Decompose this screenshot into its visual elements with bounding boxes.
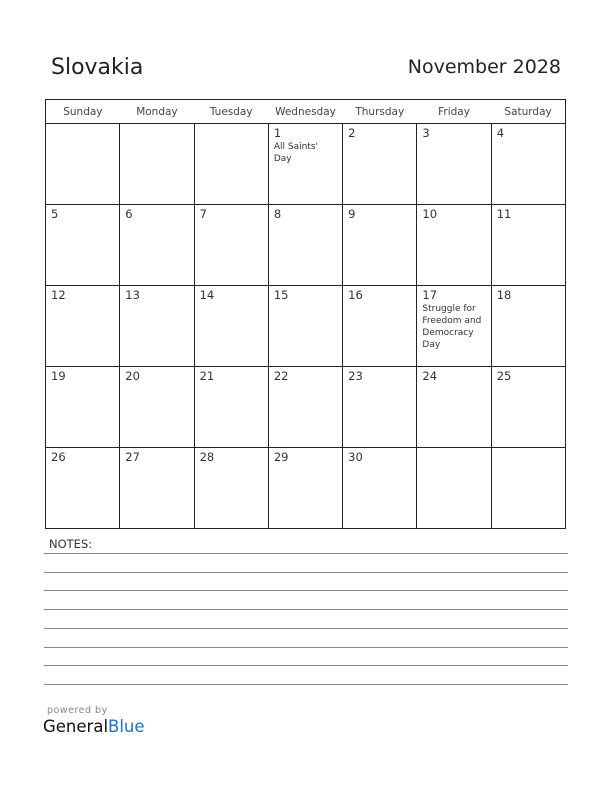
week-row	[46, 205, 566, 286]
day-cell	[120, 286, 194, 367]
weekday-saturday: Saturday	[491, 100, 565, 124]
day-cell	[491, 367, 565, 448]
weekday-friday: Friday	[417, 100, 491, 124]
day-cell	[120, 367, 194, 448]
day-number: 15	[273, 288, 289, 302]
day-number: 23	[348, 369, 363, 383]
day-cell	[343, 286, 417, 367]
day-number: 18	[496, 288, 512, 302]
day-number: 4	[496, 126, 505, 140]
day-number: 27	[125, 450, 140, 464]
week-row	[46, 124, 566, 205]
day-cell	[417, 286, 491, 367]
day-number: 1	[273, 126, 282, 140]
day-cell	[46, 367, 120, 448]
day-cell	[120, 448, 194, 529]
day-number: 2	[348, 126, 356, 140]
day-cell	[417, 448, 491, 529]
week-row	[46, 286, 566, 367]
day-number: 5	[51, 207, 59, 221]
notes-line	[44, 609, 568, 610]
country-title: Slovakia	[51, 55, 144, 80]
day-number: 9	[348, 207, 356, 221]
day-cell	[194, 205, 268, 286]
weekday-sunday: Sunday	[46, 100, 120, 124]
day-cell	[194, 286, 268, 367]
day-cell	[46, 448, 120, 529]
day-cell	[46, 286, 120, 367]
day-cell	[417, 124, 491, 205]
day-cell	[343, 205, 417, 286]
day-number: 8	[273, 207, 282, 221]
notes-line	[44, 553, 568, 554]
logo-blue: Blue	[108, 717, 145, 736]
day-cell	[120, 205, 194, 286]
day-number: 12	[51, 288, 66, 302]
notes-line	[44, 665, 568, 666]
day-number: 10	[422, 207, 438, 221]
day-cell	[491, 205, 565, 286]
month-title: November 2028	[407, 56, 561, 78]
holiday-label: Struggle for Freedom and Democracy Day	[422, 304, 482, 350]
day-cell	[120, 124, 194, 205]
day-number: 6	[125, 207, 133, 221]
day-cell	[343, 448, 417, 529]
day-number: 14	[199, 288, 215, 302]
weekday-wednesday: Wednesday	[268, 100, 342, 124]
day-cell	[268, 286, 342, 367]
day-number: 20	[125, 369, 140, 383]
day-cell	[268, 448, 342, 529]
day-cell	[268, 367, 342, 448]
notes-label: NOTES:	[49, 537, 93, 551]
day-number: 28	[199, 450, 215, 464]
day-number: 7	[199, 207, 207, 221]
day-number: 30	[348, 450, 363, 464]
calendar-grid	[45, 99, 566, 529]
day-cell	[268, 124, 342, 205]
day-number: 16	[348, 288, 363, 302]
week-row	[46, 448, 566, 529]
weekday-monday: Monday	[120, 100, 194, 124]
day-cell	[46, 124, 120, 205]
day-cell	[491, 448, 565, 529]
day-cell	[194, 448, 268, 529]
notes-line	[44, 684, 568, 685]
generalblue-logo	[43, 717, 145, 736]
day-cell	[194, 367, 268, 448]
day-cell	[268, 205, 342, 286]
day-cell	[491, 124, 565, 205]
notes-line	[44, 647, 568, 648]
day-cell	[417, 205, 491, 286]
day-number: 11	[496, 207, 512, 221]
weekday-header-row	[46, 100, 566, 124]
holiday-label: All Saints' Day	[273, 142, 318, 164]
day-cell	[343, 124, 417, 205]
day-number: 3	[422, 126, 430, 140]
logo-general: General	[43, 717, 109, 736]
weekday-thursday: Thursday	[343, 100, 417, 124]
day-cell	[343, 367, 417, 448]
day-number: 26	[51, 450, 66, 464]
day-cell	[194, 124, 268, 205]
day-number: 29	[273, 450, 289, 464]
day-number: 22	[273, 369, 289, 383]
day-number: 24	[422, 369, 438, 383]
day-number: 17	[422, 288, 438, 302]
day-number: 25	[496, 369, 512, 383]
week-row	[46, 367, 566, 448]
day-number: 21	[199, 369, 215, 383]
notes-line	[44, 590, 568, 591]
day-number: 13	[125, 288, 140, 302]
day-cell	[417, 367, 491, 448]
powered-by-text: powered by	[47, 705, 108, 716]
weekday-tuesday: Tuesday	[194, 100, 268, 124]
notes-line	[44, 628, 568, 629]
day-cell	[491, 286, 565, 367]
day-number: 19	[51, 369, 66, 383]
notes-line	[44, 572, 568, 573]
day-cell	[46, 205, 120, 286]
